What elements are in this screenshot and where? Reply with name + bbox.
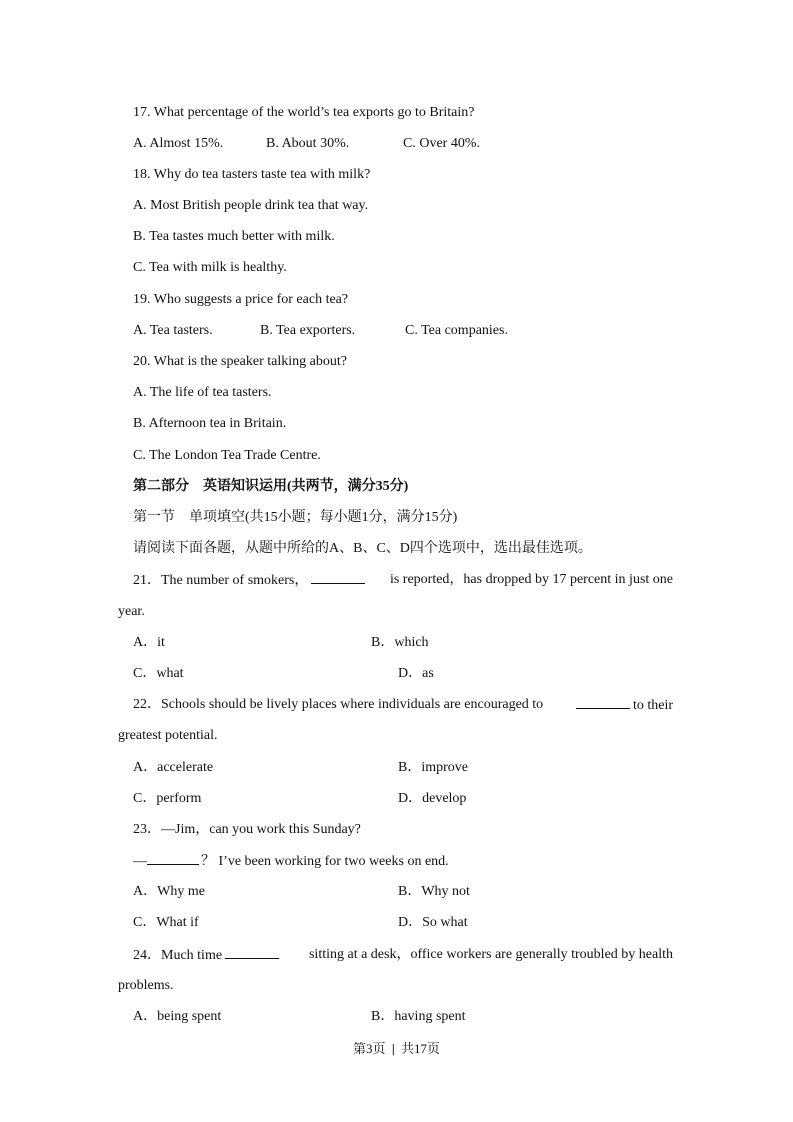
- q24-after: sitting at a desk，office workers are generally troubled by health: [308, 947, 673, 962]
- question-21-stem: [133, 571, 673, 590]
- question-22-continuation: greatest potential.: [118, 728, 218, 743]
- option-a: A．Why me: [133, 884, 205, 899]
- question-20-option-b: B. Afternoon tea in Britain.: [133, 416, 287, 431]
- answer-blank: [225, 946, 279, 959]
- option-c: C. Over 40%.: [403, 136, 480, 151]
- q24-before: 24．Much time: [133, 948, 223, 963]
- q22-before: 22．Schools should be lively places where individuals are encouraged to: [133, 697, 544, 712]
- option-b: B．having spent: [371, 1009, 466, 1024]
- option-c: C．what: [133, 666, 184, 681]
- option-d: D．So what: [398, 915, 468, 930]
- option-a: A．accelerate: [133, 760, 214, 775]
- page-footer: [0, 1040, 793, 1058]
- question-21-continuation: year.: [118, 604, 145, 619]
- option-a: A. Almost 15%.: [133, 136, 224, 151]
- option-b: B．which: [371, 635, 429, 650]
- option-b: B. About 30%.: [266, 136, 350, 151]
- q21-after: is reported，has dropped by 17 percent in just one: [389, 572, 673, 587]
- answer-blank: [576, 696, 630, 709]
- question-20-stem: 20. What is the speaker talking about?: [133, 354, 347, 369]
- question-18-option-c: C. Tea with milk is healthy.: [133, 260, 287, 275]
- page-number: 第3页: [353, 1041, 386, 1056]
- answer-blank: [311, 571, 365, 584]
- option-c: C．perform: [133, 791, 202, 806]
- q23-after: ？ I’ve been working for two weeks on end.: [201, 854, 449, 869]
- question-18-stem: 18. Why do tea tasters taste tea with milk?: [133, 167, 371, 182]
- option-d: D．as: [398, 666, 434, 681]
- question-24-stem: [133, 946, 673, 965]
- option-b: B．improve: [398, 760, 468, 775]
- q22-after: to their: [632, 698, 673, 713]
- option-d: D．develop: [398, 791, 467, 806]
- option-a: A. Tea tasters.: [133, 323, 213, 338]
- question-19-stem: 19. Who suggests a price for each tea?: [133, 292, 349, 307]
- section1-heading: 第一节 单项填空(共15小题；每小题1分，满分15分): [133, 510, 458, 525]
- question-20-option-c: C. The London Tea Trade Centre.: [133, 448, 321, 463]
- option-a: A．it: [133, 635, 165, 650]
- question-24-continuation: problems.: [118, 978, 174, 993]
- option-c: C. Tea companies.: [405, 323, 508, 338]
- option-a: A．being spent: [133, 1009, 222, 1024]
- question-18-option-b: B. Tea tastes much better with milk.: [133, 229, 335, 244]
- option-b: B．Why not: [398, 884, 470, 899]
- question-22-stem: [133, 696, 673, 715]
- question-17-stem: 17. What percentage of the world’s tea exports go to Britain?: [133, 105, 475, 120]
- page-total: 共17页: [400, 1041, 440, 1056]
- footer-separator: |: [391, 1041, 395, 1056]
- section1-instruction: 请阅读下面各题，从题中所给的A、B、C、D四个选项中，选出最佳选项。: [133, 541, 592, 556]
- q21-before: 21．The number of smokers，: [133, 573, 309, 588]
- answer-blank: [147, 852, 199, 865]
- option-c: C．What if: [133, 915, 199, 930]
- question-23-stem: 23．—Jim，can you work this Sunday?: [133, 822, 361, 837]
- question-18-option-a: A. Most British people drink tea that way.: [133, 198, 369, 213]
- q23-dash: —: [133, 854, 147, 869]
- option-b: B. Tea exporters.: [260, 323, 356, 338]
- question-20-option-a: A. The life of tea tasters.: [133, 385, 272, 400]
- part2-heading: 第二部分 英语知识运用(共两节，满分35分): [133, 479, 409, 494]
- question-23-reply: [133, 852, 449, 871]
